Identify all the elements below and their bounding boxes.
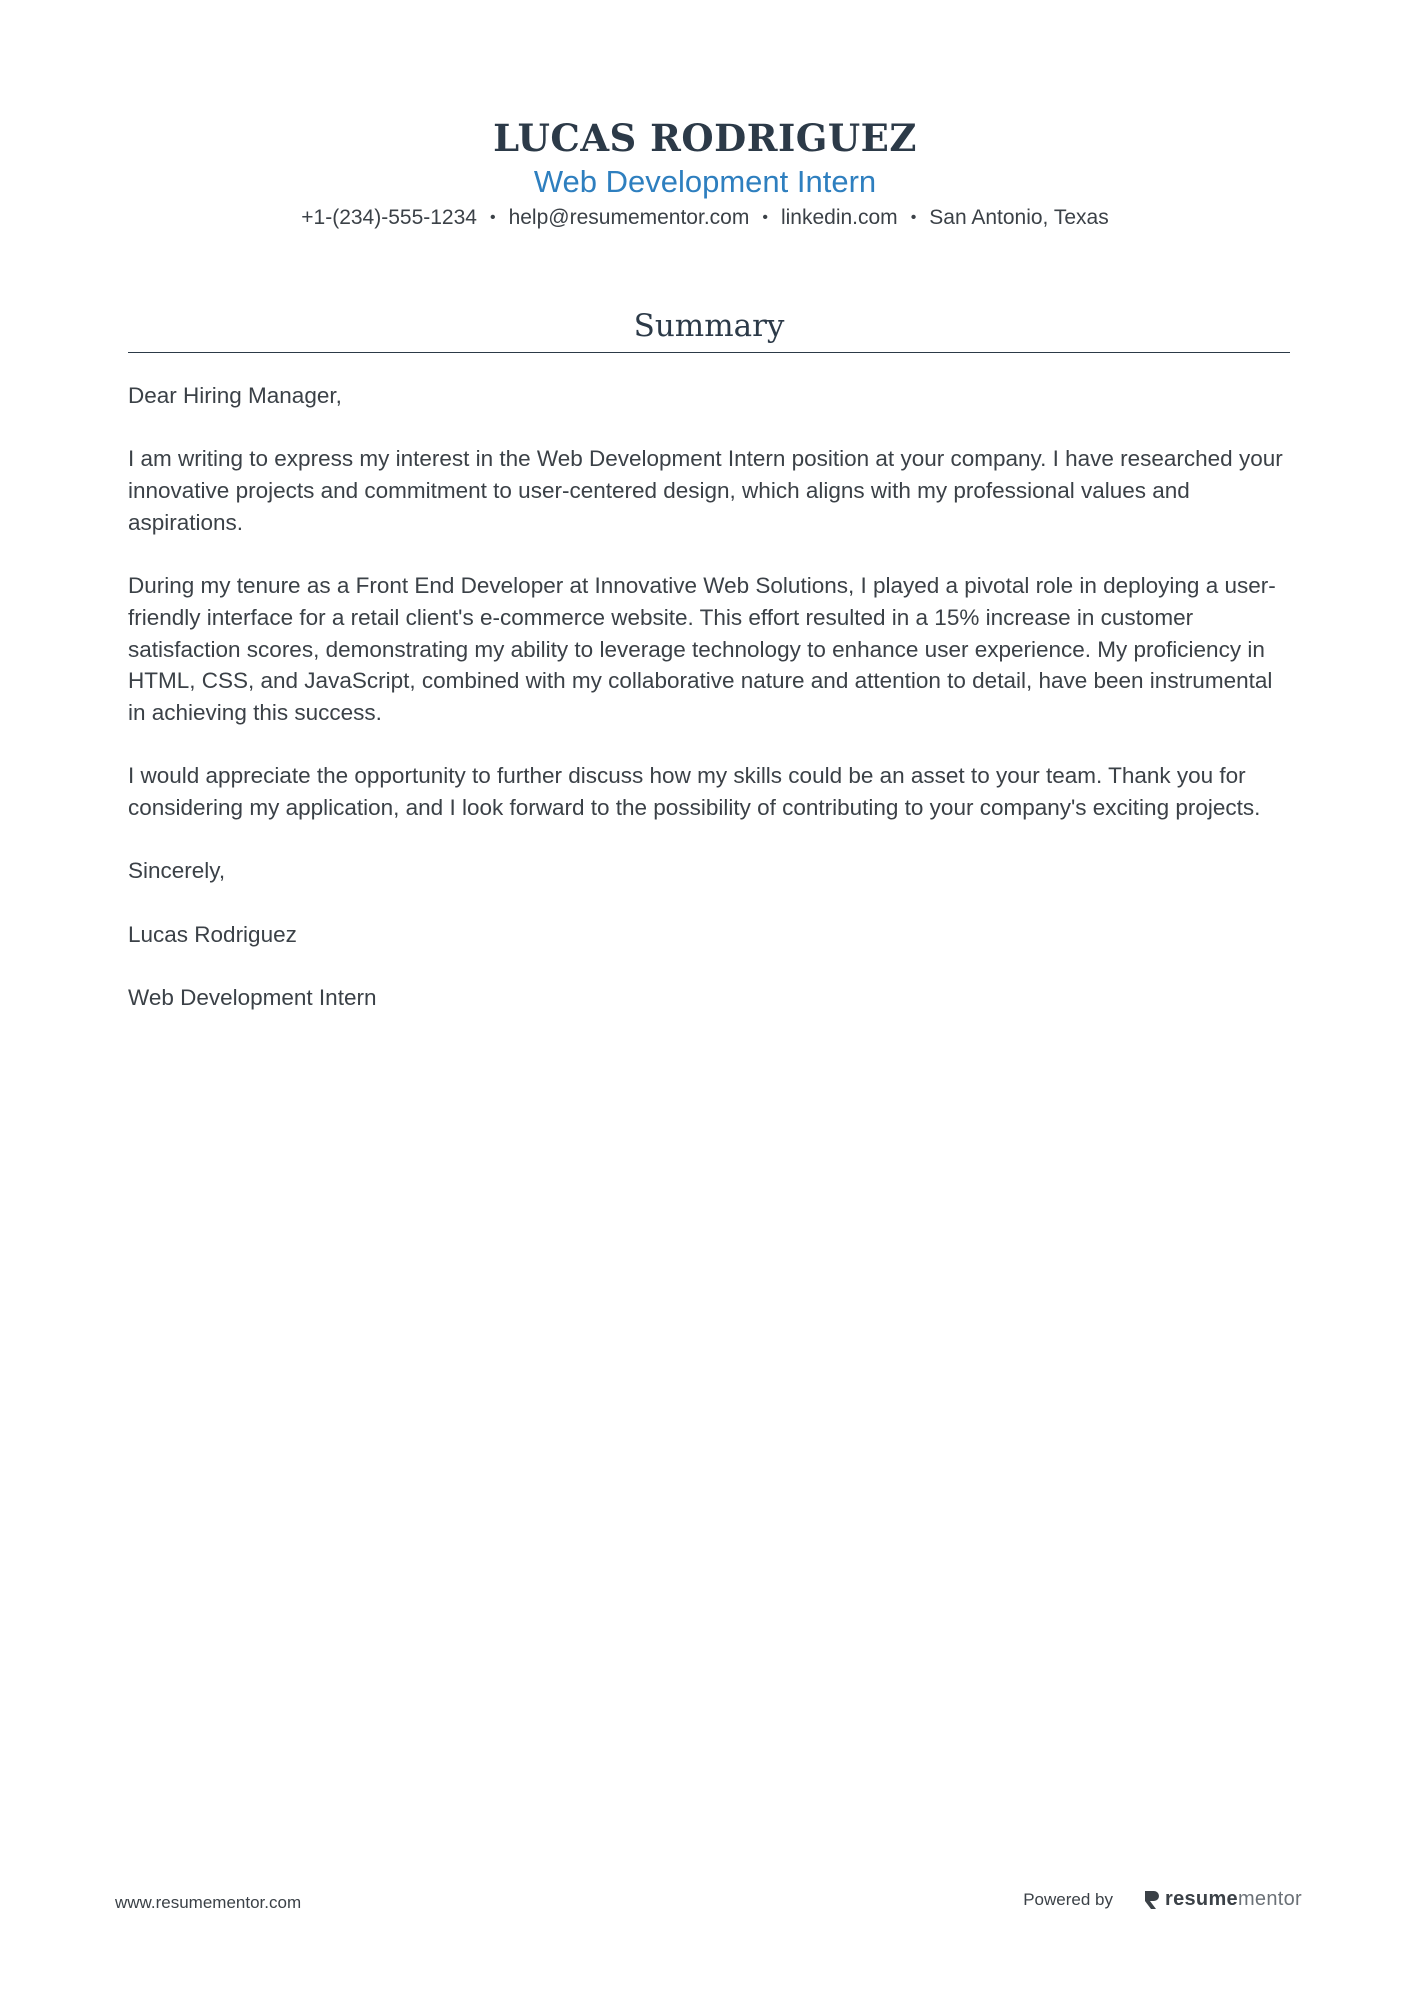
footer-branding (1023, 1888, 1302, 1911)
letter-closing: Sincerely, (128, 858, 226, 884)
contact-line (0, 203, 1410, 235)
section-divider (128, 352, 1290, 353)
letter-paragraph: I would appreciate the opportunity to further discuss how my skills could be an asset to your team. Thank you for considering my application, and I look forward to the possibility of contributing to your company's exciting projects. (128, 763, 1261, 821)
contact-separator: • (762, 209, 768, 226)
candidate-role: Web Development Intern (533, 164, 877, 199)
brand-name-light: mentor (1237, 1888, 1302, 1910)
contact-location: San Antonio, Texas (929, 206, 1109, 229)
letter-paragraph: During my tenure as a Front End Developer at Innovative Web Solutions, I played a pivotal role in deploying a user-friendly interface for a retail client's e-commerce website. This effort resulted in a 15% increase in customer satisfaction scores, demonstrating my ability to leverage technology to enhance user experience. My proficiency in HTML, CSS, and JavaScript, combined with my collaborative nature and attention to detail, have been instrumental in achieving this success. (128, 573, 1276, 725)
signature-title: Web Development Intern (128, 985, 377, 1011)
header (0, 112, 1410, 235)
contact-linkedin[interactable]: linkedin.com (780, 206, 898, 229)
letter-body (128, 380, 1290, 1046)
brand-name-bold: resume (1165, 1888, 1238, 1910)
footer-website[interactable]: www.resumementor.com (115, 1893, 302, 1912)
powered-by-label: Powered by (1023, 1889, 1113, 1909)
letter-greeting: Dear Hiring Manager, (128, 383, 342, 408)
contact-separator: • (910, 209, 917, 226)
contact-phone: +1-(234)-555-1234 (301, 206, 477, 229)
section-title: Summary (633, 308, 785, 344)
brand-logo[interactable] (1143, 1888, 1302, 1911)
resumementor-logo-icon (1143, 1889, 1161, 1911)
contact-separator: • (489, 209, 496, 226)
contact-email[interactable]: help@resumementor.com (508, 206, 750, 229)
letter-paragraph: I am writing to express my interest in the Web Development Intern position at your company. I have researched your innovative projects and commitment to user-centered design, which aligns with my professional values and aspirations. (128, 446, 1283, 535)
signature-name: Lucas Rodriguez (128, 921, 297, 947)
candidate-name: LUCAS RODRIGUEZ (493, 116, 917, 160)
